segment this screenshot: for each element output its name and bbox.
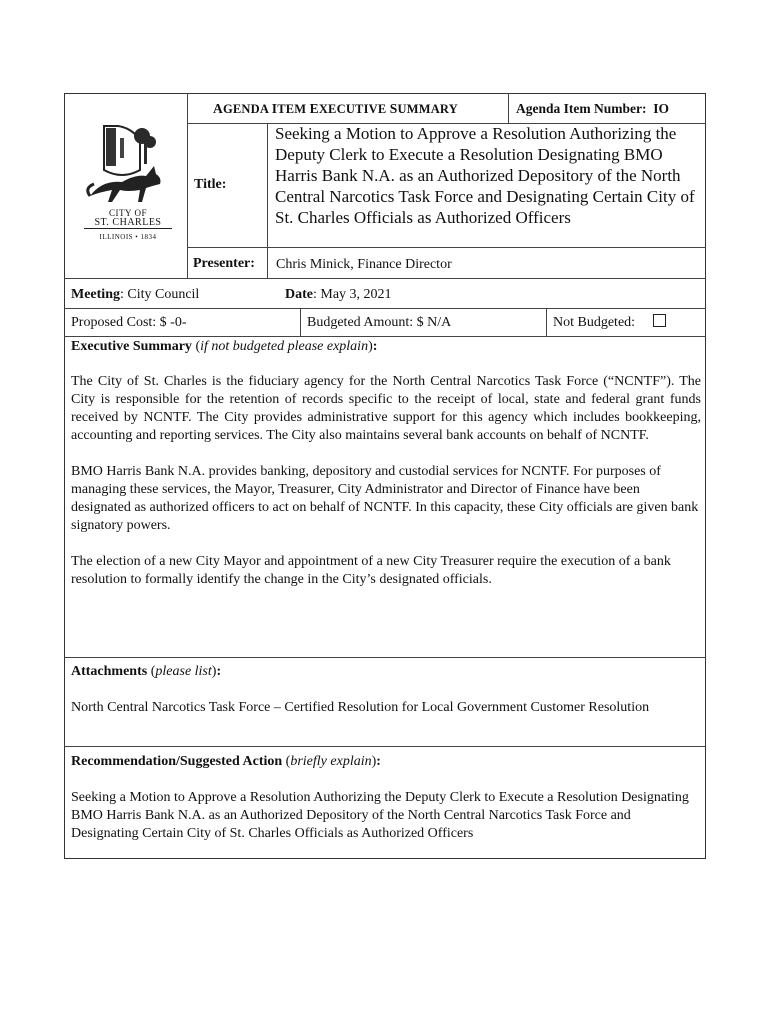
date-field: Date: May 3, 2021 bbox=[285, 287, 392, 302]
presenter-bottom-rule bbox=[64, 278, 706, 279]
exec-summary-heading: Executive Summary (if not budgeted please explain): bbox=[71, 339, 378, 354]
fox-tower-emblem bbox=[82, 118, 172, 208]
summary-bottom-rule bbox=[64, 657, 706, 658]
logo-line-3: ILLINOIS • 1834 bbox=[99, 233, 157, 241]
not-budgeted: Not Budgeted: bbox=[553, 314, 666, 332]
proposed-cost: Proposed Cost: $ -0- bbox=[71, 315, 187, 330]
exec-summary-paragraph: BMO Harris Bank N.A. provides banking, depository and custodial services for NCNTF. For purposes of managing these services, the Mayor, Treasurer, City Administrator and Director of Finance have been designated as authorized officers to act on behalf of NCNTF. In this capacity, these City officials are given bank signatory powers. bbox=[71, 464, 699, 533]
exec-summary-paragraph: The election of a new City Mayor and appointment of a new City Treasurer require the execution of a bank resolution to formally identify the change in the City’s designated officials. bbox=[71, 554, 671, 587]
meeting-bottom-rule bbox=[64, 308, 706, 309]
city-logo bbox=[82, 118, 172, 208]
title-bottom-rule bbox=[187, 247, 706, 248]
recommendation-text: Seeking a Motion to Approve a Resolution Authorizing the Deputy Clerk to Execute a Resolution Designating BMO Harris Bank N.A. as an Authorized Depository of the North Central Narcotics Task Force and Designating Certain City of St. Charles Officials as Authorized Officers bbox=[71, 790, 689, 841]
attachments-text: North Central Narcotics Task Force – Certified Resolution for Local Government Customer Resolution bbox=[71, 700, 650, 715]
title-divider bbox=[267, 123, 268, 278]
header-divider bbox=[508, 93, 509, 123]
form-title: AGENDA ITEM EXECUTIVE SUMMARY bbox=[213, 101, 458, 116]
budgeted-amount: Budgeted Amount: $ N/A bbox=[307, 315, 452, 330]
logo-divider bbox=[187, 93, 188, 278]
cost-divider-1 bbox=[300, 308, 301, 336]
attachments-bottom-rule bbox=[64, 746, 706, 747]
recommendation-heading: Recommendation/Suggested Action (briefly explain): bbox=[71, 754, 381, 769]
cost-divider-2 bbox=[546, 308, 547, 336]
logo-caption bbox=[80, 208, 176, 242]
meeting-field: Meeting: City Council bbox=[71, 287, 200, 302]
agenda-item-number: Agenda Item Number: IO bbox=[516, 101, 670, 116]
presenter-label: Presenter: bbox=[193, 256, 255, 271]
exec-summary-body bbox=[71, 373, 701, 589]
presenter-value: Chris Minick, Finance Director bbox=[276, 257, 452, 272]
logo-line-2: ST. CHARLES bbox=[84, 218, 172, 229]
cost-bottom-rule bbox=[64, 336, 706, 337]
not-budgeted-checkbox[interactable] bbox=[653, 314, 666, 327]
logo-line-1: CITY OF bbox=[109, 208, 147, 218]
exec-summary-paragraph: The City of St. Charles is the fiduciary agency for the North Central Narcotics Task Force (“NCNTF”). The City is responsible for the retention of records specific to the receipt of local, state and federal grant funds received by NCNTF. The City provides administrative support for this agency which includes bookkeeping, accounting and reporting services. The City also maintains several bank accounts on behalf of NCNTF. bbox=[71, 374, 701, 443]
title-label: Title: bbox=[194, 177, 227, 192]
attachments-heading: Attachments (please list): bbox=[71, 664, 222, 679]
agenda-title: Seeking a Motion to Approve a Resolution Authorizing the Deputy Clerk to Execute a Resolution Designating BMO Harris Bank N.A. as an Authorized Depository of the North Central Narcotics Task Force and Designating Certain City of St. Charles Officials as Authorized Officers bbox=[275, 124, 695, 227]
